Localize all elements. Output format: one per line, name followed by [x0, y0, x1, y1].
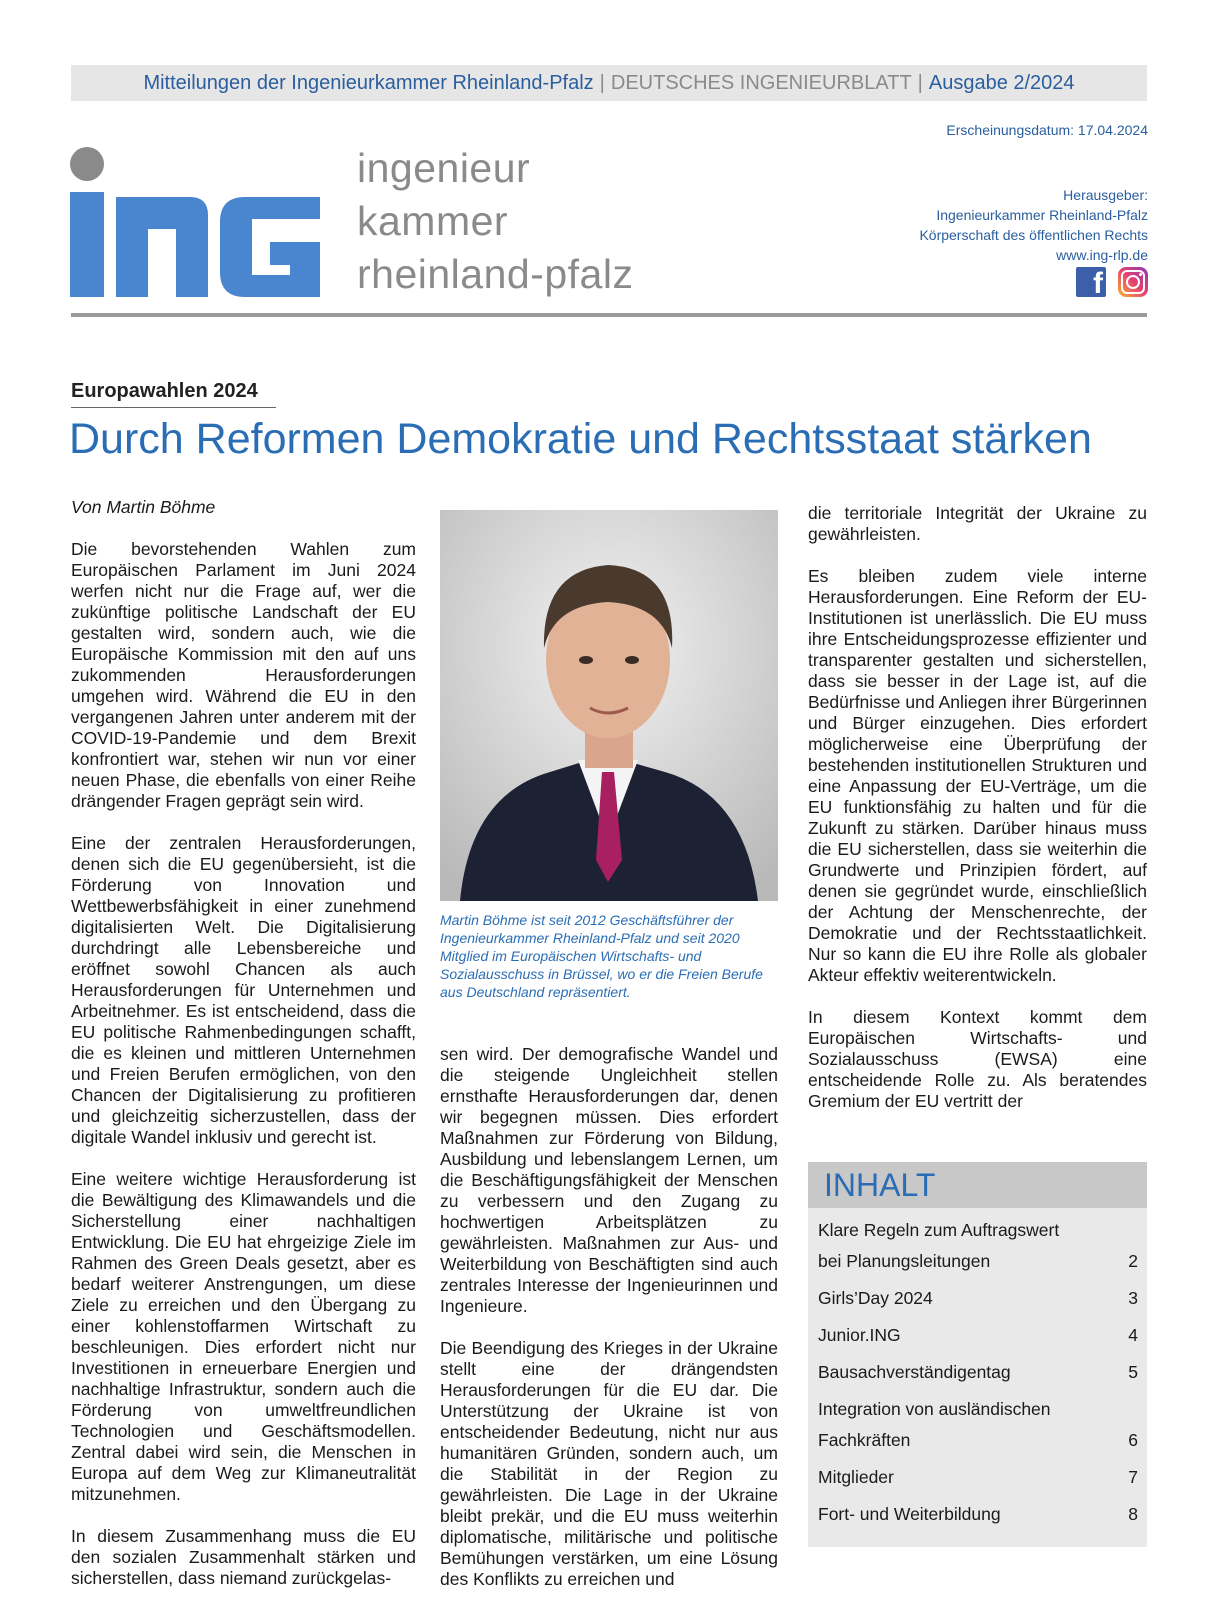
toc-row[interactable]: Fort- und Weiterbildung 8: [818, 1504, 1138, 1524]
paragraph: In diesem Zusammenhang muss die EU den sozialen Zusammenhalt stärken und sicherstellen, dass niemand zurückgelas-: [71, 1526, 416, 1588]
header-divider: [71, 313, 1147, 317]
toc-row[interactable]: Junior.ING 4: [818, 1325, 1138, 1345]
logo-wordmark: [357, 142, 633, 301]
logo-line-2: kammer: [357, 198, 509, 244]
publisher-name: Ingenieurkammer Rheinland-Pfalz: [936, 207, 1148, 223]
toc-title: INHALT: [808, 1162, 1147, 1208]
toc-row[interactable]: Girls’Day 2024 3: [818, 1288, 1138, 1308]
portrait-caption: Martin Böhme ist seit 2012 Geschäftsführer der Ingenieurkammer Rheinland-Pfalz und seit 2020 Mitglied im Europäischen Wirtschafts- und Sozialausschuss in Brüssel, wo er die Freien Berufe aus Deutschland repräsentiert.: [440, 912, 763, 1000]
instagram-icon[interactable]: [1118, 267, 1148, 297]
masthead-separator: |: [917, 71, 923, 94]
article-column-2: [440, 1044, 778, 1611]
logo-line-1: ingenieur: [357, 145, 531, 191]
masthead-title: Mitteilungen der Ingenieurkammer Rheinland-Pfalz: [143, 71, 594, 94]
article-title: Durch Reformen Demokratie und Rechtsstaat stärken: [69, 415, 1092, 463]
masthead-publication: DEUTSCHES INGENIEURBLATT: [610, 71, 912, 94]
paragraph: Es bleiben zudem viele interne Herausforderungen. Eine Reform der EU-Institutionen ist unerlässlich. Die EU muss ihre Entscheidungsprozesse effizienter und transparenter gestalten und sicherstellen, dass sie besser in der Lage ist, auf die Bedürfnisse und Anliegen ihrer Bürgerinnen und Bürger einzugehen. Dies erfordert möglicherweise eine Überprüfung der bestehenden institutionellen Strukturen und eine Anpassung der EU-Verträge, um die EU funktionsfähig zu halten und für die Zukunft zu stärken. Darüber hinaus muss die EU sicherstellen, dass sie weiterhin die Grundwerte und Prinzipien fördert, auf denen sie gegründet wurde, einschließlich der Achtung der Menschenrechte, der Demokratie und der Rechtsstaatlichkeit. Nur so kann die EU ihre Rolle als globaler Akteur effektiv weiterentwickeln.: [808, 566, 1147, 985]
facebook-icon[interactable]: f: [1076, 267, 1106, 297]
paragraph: Eine weitere wichtige Herausforderung ist die Bewältigung des Klimawandels und die Sicherstellung einer nachhaltigen Entwicklung. Die EU hat ehrgeizige Ziele im Rahmen des Green Deals gesetzt, aber es bedarf weiterer Anstrengungen, um diese Ziele zu erreichen und den Übergang zu einer kohlenstoffarmen Wirtschaft zu beschleunigen. Dies erfordert nicht nur Investitionen in erneuerbare Energien und nachhaltige Infrastruktur, sondern auch die Förderung von umweltfreundlichen Technologien und Geschäftsmodellen. Zentral dabei wird sein, die Menschen in Europa auf dem Weg zur Klimaneutralität mitzunehmen.: [71, 1169, 416, 1504]
publisher-type: Körperschaft des öffentlichen Rechts: [919, 227, 1148, 243]
toc-row[interactable]: Klare Regeln zum Auftragswert: [818, 1220, 1060, 1240]
publisher-label: Herausgeber:: [1063, 187, 1148, 203]
article-author: Von Martin Böhme: [71, 497, 216, 517]
social-links: [1076, 267, 1148, 297]
publication-date: Erscheinungsdatum: 17.04.2024: [946, 122, 1148, 138]
kicker-underline: [71, 407, 276, 408]
toc-row[interactable]: Mitglieder 7: [818, 1467, 1138, 1487]
masthead-bar: [71, 65, 1147, 101]
toc-row[interactable]: bei Planungsleitungen 2: [818, 1251, 1138, 1271]
paragraph: Eine der zentralen Herausforderungen, denen sich die EU gegenübersieht, ist die Förderung von Innovation und Wettbewerbsfähigkeit in einer zunehmend digitalisierten Welt. Die Digitalisierung durchdringt alle Lebensbereiche und eröffnet sowohl Chancen als auch Herausforderungen für Unternehmen und Arbeitnehmer. Es ist entscheidend, dass die EU politische Rahmenbedingungen schafft, die es kleinen und mittleren Unternehmen und Freien Berufen ermöglichen, von den Chancen der Digitalisierung zu profitieren und gleichzeitig sicherzustellen, dass der digitale Wandel inklusiv und gerecht ist.: [71, 833, 416, 1147]
article-column-3: [808, 503, 1147, 1133]
paragraph: sen wird. Der demografische Wandel und die steigende Ungleichheit stellen ernsthafte Herausforderungen dar, denen wir begegnen müssen. Dies erfordert Maßnahmen zur Förderung von Bildung, Ausbildung und lebenslangem Lernen, um die Beschäftigungsfähigkeit der Menschen zu verbessern und den Zugang zu hochwertigen Arbeitsplätzen zu gewährleisten. Maßnahmen zur Aus- und Weiterbildung von Beschäftigten sind auch zentrales Interesse der Ingenieurinnen und Ingenieure.: [440, 1044, 778, 1316]
paragraph: In diesem Kontext kommt dem Europäischen Wirtschafts- und Sozialausschuss (EWSA) eine entscheidende Rolle zu. Als beratendes Gremium der EU vertritt der: [808, 1007, 1147, 1111]
ing-logo-mark: [70, 147, 338, 297]
table-of-contents: [808, 1162, 1147, 1547]
paragraph: die territoriale Integrität der Ukraine zu gewährleisten.: [808, 503, 1147, 544]
toc-row[interactable]: Bausachverständigentag 5: [818, 1362, 1138, 1382]
masthead-separator: |: [599, 71, 605, 94]
toc-row[interactable]: Integration von ausländischen: [818, 1399, 1051, 1419]
article-column-1: [71, 497, 416, 1610]
article-kicker: Europawahlen 2024: [71, 380, 258, 402]
toc-row[interactable]: Fachkräften 6: [818, 1430, 1138, 1450]
paragraph: Die bevorstehenden Wahlen zum Europäischen Parlament im Juni 2024 werfen nicht nur die Frage auf, wer die zukünftige politische Landschaft der EU gestalten wird, sondern auch, wie die Europäische Kommission mit den auf uns zukommenden Herausforderungen umgehen wird. Während die EU in den vergangenen Jahren unter anderem mit der COVID-19-Pandemie und dem Brexit konfrontiert war, stehen wir nun vor einer neuen Phase, die ebenfalls von einer Reihe drängender Fragen geprägt sein wird.: [71, 539, 416, 811]
logo-line-3: rheinland-pfalz: [357, 251, 634, 297]
publisher-url[interactable]: www.ing-rlp.de: [1056, 247, 1148, 263]
masthead-issue: Ausgabe 2/2024: [928, 71, 1075, 94]
author-portrait: [440, 510, 778, 901]
paragraph: Die Beendigung des Krieges in der Ukraine stellt eine der drängendsten Herausforderungen für die EU dar. Die Unterstützung der Ukraine ist von entscheidender Bedeutung, nicht nur aus humanitären Gründen, sondern auch, um die Stabilität in der Region zu gewährleisten. Die Lage in der Ukraine bleibt prekär, und die EU muss weiterhin diplomatische, militärische und politische Bemühungen verstärken, um eine Lösung des Konflikts zu erreichen und: [440, 1338, 778, 1589]
publisher-block: [919, 185, 1148, 265]
